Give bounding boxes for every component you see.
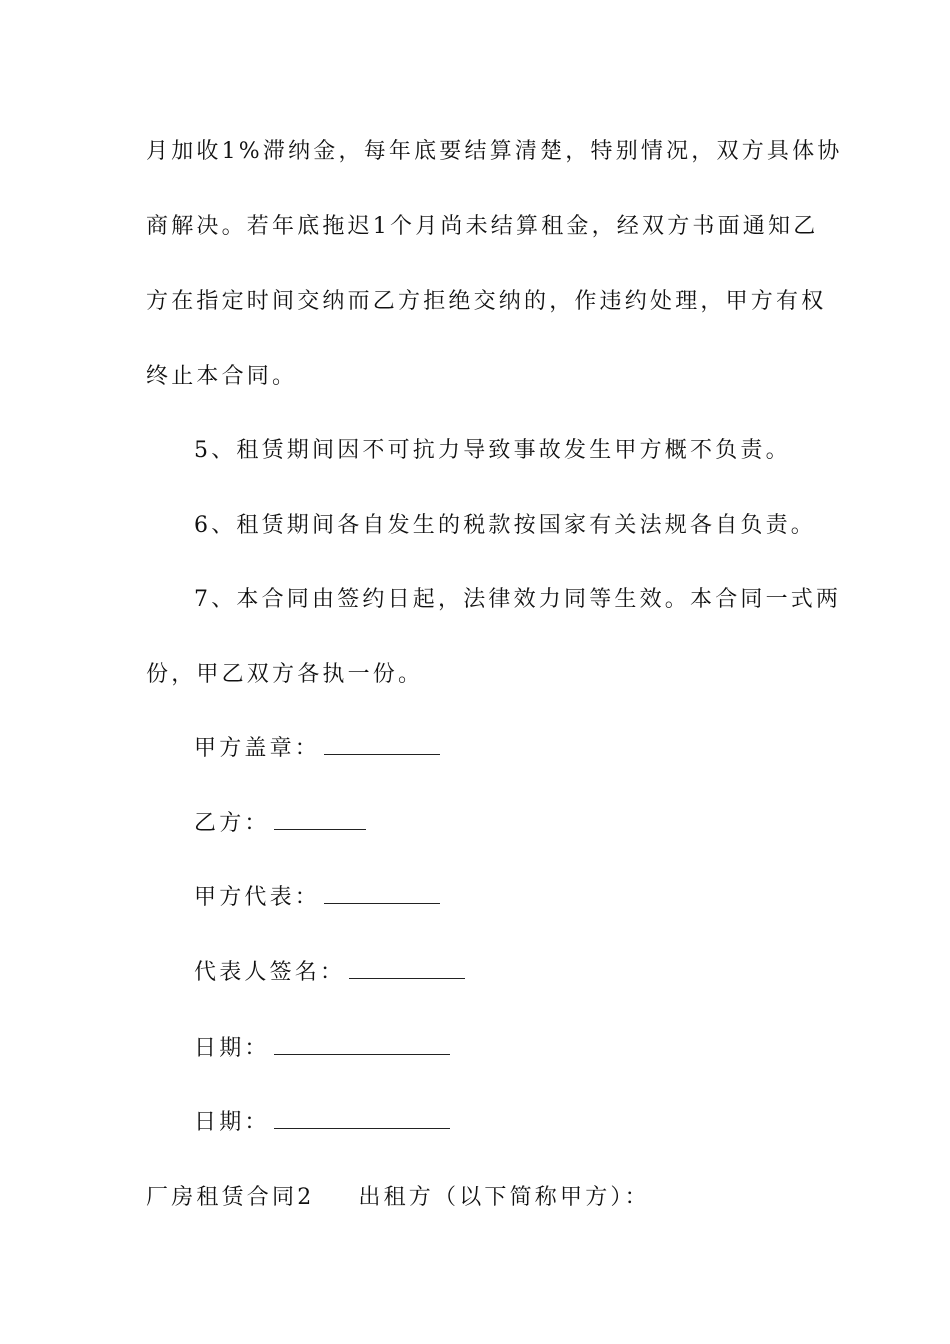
signature-blank-line (324, 734, 440, 755)
signature-party-a-seal (194, 734, 440, 764)
signature-rep-name (194, 958, 465, 988)
signature-label: 日期： (194, 1110, 270, 1135)
signature-label: 甲方代表： (194, 885, 321, 910)
paragraph-line-3: 方在指定时间交纳而乙方拒绝交纳的，作违约处理，甲方有权 (146, 289, 827, 314)
signature-label: 日期： (194, 1036, 270, 1061)
paragraph-line-1: 月加收1%滞纳金，每年底要结算清楚，特别情况，双方具体协 (146, 139, 843, 164)
paragraph-line-4: 终止本合同。 (146, 364, 298, 389)
signature-label: 代表人签名： (194, 960, 346, 985)
lessor-label: 出租方（以下简称甲方）： (358, 1185, 650, 1210)
paragraph-line-2: 商解决。若年底拖迟1个月尚未结算租金，经双方书面通知乙 (146, 214, 819, 239)
signature-blank-line (324, 883, 440, 904)
clause-7: 7、本合同由签约日起，法律效力同等生效。本合同一式两 (194, 587, 842, 612)
signature-blank-line (274, 1034, 450, 1055)
signature-label: 乙方： (194, 811, 270, 836)
signature-blank-line (274, 809, 366, 830)
signature-party-b (194, 809, 366, 839)
signature-blank-line (274, 1108, 450, 1129)
signature-label: 甲方盖章： (194, 736, 321, 761)
signature-party-a-rep (194, 883, 440, 913)
clause-6: 6、租赁期间各自发生的税款按国家有关法规各自负责。 (194, 513, 816, 538)
next-contract-heading (146, 1183, 650, 1213)
clause-7-continued: 份，甲乙双方各执一份。 (146, 662, 424, 687)
clause-5: 5、租赁期间因不可抗力导致事故发生甲方概不负责。 (194, 438, 791, 463)
signature-date-1 (194, 1034, 450, 1064)
contract-title: 厂房租赁合同2 (146, 1185, 315, 1210)
signature-date-2 (194, 1108, 450, 1138)
signature-blank-line (349, 958, 465, 979)
